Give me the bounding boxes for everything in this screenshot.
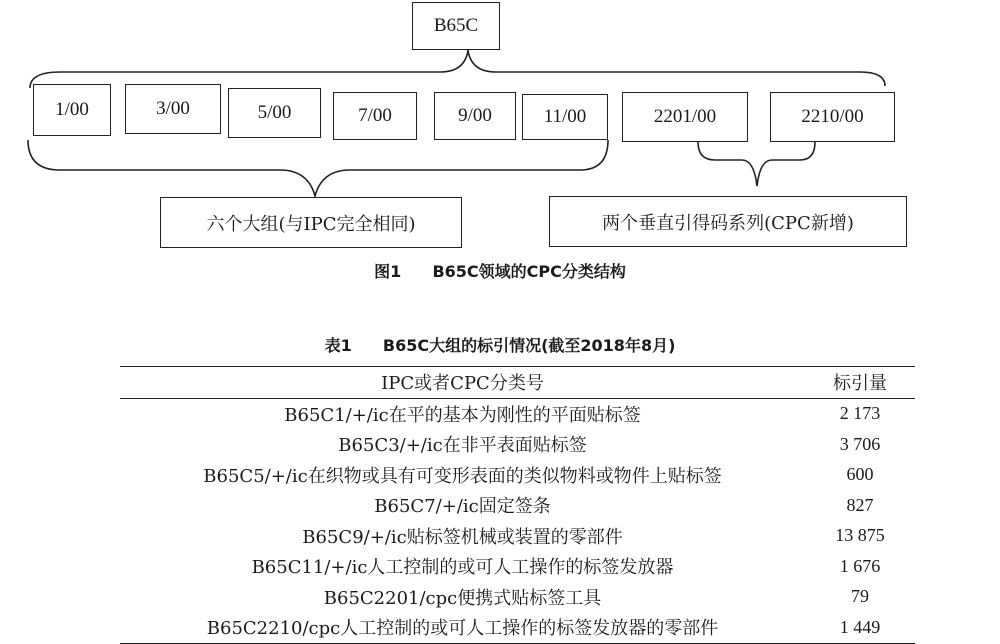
group-box-1: 1/00 (33, 84, 111, 136)
table-caption (0, 333, 1000, 356)
indexing-table (120, 366, 915, 644)
table-row (120, 612, 915, 643)
row-code: B65C7/+/ic固定签条 (374, 496, 551, 518)
row-count: 600 (846, 464, 874, 485)
group-box-9: 9/00 (434, 92, 516, 140)
cpc-structure-figure (0, 0, 1000, 270)
table-header-row (120, 367, 915, 399)
row-count: 827 (846, 494, 874, 515)
row-code: B65C9/+/ic贴标签机械或装置的零部件 (302, 526, 623, 548)
group-box-5: 5/00 (228, 88, 321, 138)
table-row (120, 429, 915, 460)
table-row (120, 490, 915, 521)
row-count: 13 875 (835, 525, 885, 546)
group-label: 六个大组(与IPC完全相同) (206, 213, 416, 235)
table-caption-text: B65C大组的标引情况(截至2018年8月) (382, 336, 676, 355)
row-count: 79 (851, 586, 869, 607)
table-caption-prefix: 表1 (324, 336, 352, 355)
row-count: 2 173 (839, 403, 881, 424)
figure-caption-text: B65C领域的CPC分类结构 (432, 262, 626, 281)
table-row (120, 582, 915, 613)
root-node-box (412, 2, 500, 50)
table-row (120, 460, 915, 491)
group-box-3: 3/00 (125, 84, 221, 134)
series-box-2210: 2210/00 (770, 92, 895, 142)
figure-caption-prefix: 图1 (374, 262, 402, 281)
row-count: 1 449 (805, 612, 915, 643)
header-count: 标引量 (805, 367, 915, 399)
series-box-2201: 2201/00 (622, 92, 748, 142)
row-code: B65C11/+/ic人工控制的或可人工操作的标签发放器 (251, 557, 674, 579)
row-code: B65C5/+/ic在织物或具有可变形表面的类似物料或物件上贴标签 (203, 465, 722, 487)
table-row (120, 398, 915, 429)
series-label-box (549, 196, 907, 247)
group-label-box (160, 197, 462, 248)
header-classification: IPC或者CPC分类号 (120, 367, 805, 399)
series-label: 两个垂直引得码系列(CPC新增) (602, 212, 854, 234)
row-code: B65C2210/cpc人工控制的或可人工操作的标签发放器的零部件 (120, 612, 805, 643)
row-count: 1 676 (839, 555, 881, 576)
figure-caption (0, 259, 1000, 282)
table-row (120, 551, 915, 582)
row-code: B65C1/+/ic在平的基本为刚性的平面贴标签 (284, 404, 641, 426)
group-box-11: 11/00 (522, 94, 608, 140)
root-node-label: B65C (433, 15, 479, 36)
row-code: B65C3/+/ic在非平表面贴标签 (338, 435, 587, 457)
row-count: 3 706 (839, 433, 881, 454)
table-row (120, 521, 915, 552)
group-box-7: 7/00 (333, 92, 417, 140)
row-code: B65C2201/cpc便携式贴标签工具 (323, 587, 602, 609)
